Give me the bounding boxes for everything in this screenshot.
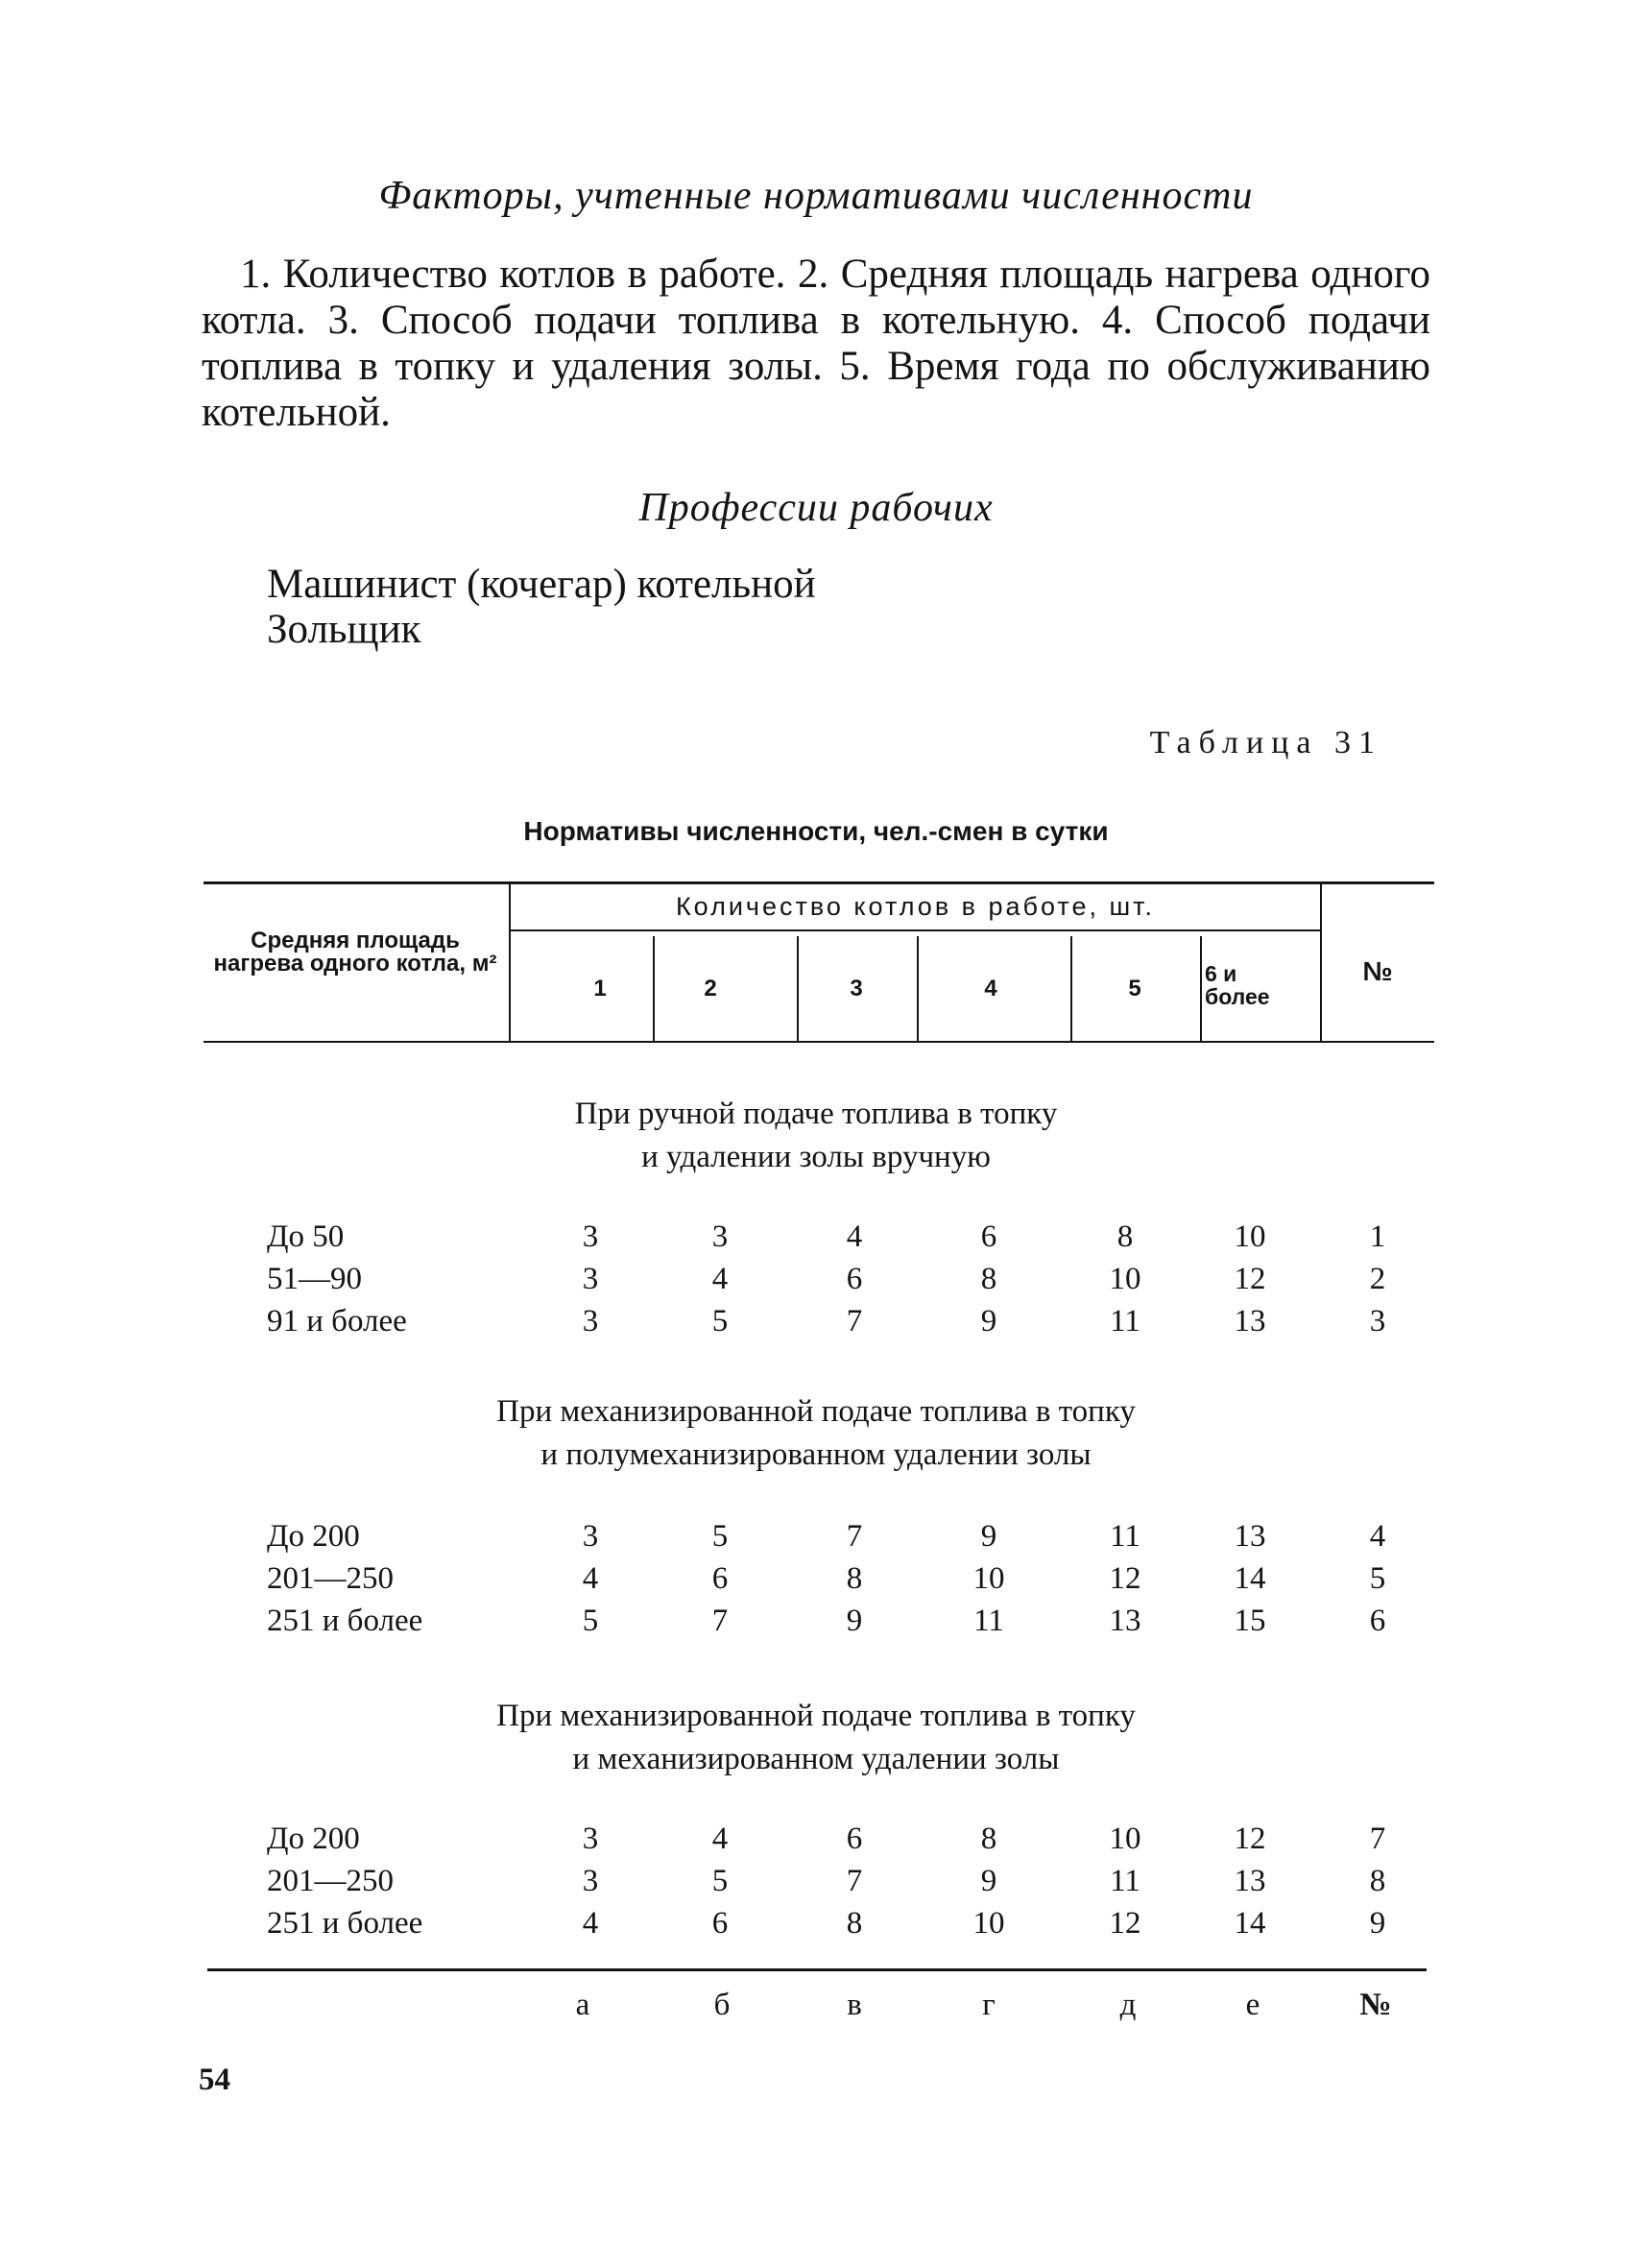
row-value: 3 <box>582 1304 599 1339</box>
row-number: 5 <box>1369 1561 1386 1596</box>
row-area: 201—250 <box>267 1561 394 1596</box>
row-value: 15 <box>1234 1604 1266 1638</box>
row-value: 3 <box>582 1519 599 1554</box>
row-value: 10 <box>972 1561 1005 1596</box>
bottom-rule <box>207 1968 1427 1971</box>
row-value: 6 <box>711 1906 729 1941</box>
row-value: 3 <box>582 1262 599 1296</box>
group-title: и механизированном удалении золы <box>572 1742 1060 1776</box>
boilers-group-header: Количество котлов в работе, шт. <box>675 892 1156 921</box>
boiler-count-header: 2 <box>704 976 717 1001</box>
row-value: 12 <box>1109 1561 1141 1596</box>
row-value: 10 <box>1109 1262 1141 1296</box>
row-value: 7 <box>711 1604 729 1638</box>
group-title: При ручной подаче топлива в топку <box>574 1097 1058 1131</box>
row-value: 8 <box>846 1906 863 1941</box>
page-number: 54 <box>199 2063 230 2097</box>
row-value: 12 <box>1234 1822 1266 1856</box>
row-value: 9 <box>980 1864 997 1898</box>
row-area: До 50 <box>267 1219 345 1254</box>
row-value: 11 <box>1110 1864 1140 1898</box>
column-letter: д <box>1119 1988 1137 2022</box>
row-value: 12 <box>1234 1262 1266 1296</box>
column-divider <box>1070 936 1072 1041</box>
column-letter: а <box>575 1988 590 2022</box>
row-value: 13 <box>1234 1304 1266 1339</box>
row-number: 6 <box>1369 1604 1386 1638</box>
factors-text: 1. Количество котлов в работе. 2. Средняя площадь нагрева одного котла. 3. Способ подачи топлива в котельную. 4. Способ подачи топлива в топку и удаления золы. 5. Время года по обслуживанию котельной. <box>202 252 1430 435</box>
row-value: 6 <box>846 1822 863 1856</box>
row-value: 6 <box>711 1561 729 1596</box>
table-label: Таблица 31 <box>1149 725 1382 760</box>
number-column-header: № <box>1362 956 1393 986</box>
row-value: 11 <box>973 1604 1004 1638</box>
row-value: 5 <box>582 1604 599 1638</box>
row-value: 5 <box>711 1864 729 1898</box>
row-value: 3 <box>582 1822 599 1856</box>
row-value: 12 <box>1109 1906 1141 1941</box>
row-value: 11 <box>1110 1519 1140 1554</box>
top-rule <box>204 881 1434 884</box>
row-value: 13 <box>1109 1604 1141 1638</box>
row-value: 14 <box>1234 1906 1266 1941</box>
row-value: 4 <box>582 1561 599 1596</box>
row-value: 9 <box>846 1604 863 1638</box>
profession-item: Машинист (кочегар) котельной <box>267 562 816 607</box>
row-value: 8 <box>980 1262 997 1296</box>
column-divider <box>797 936 799 1041</box>
column-divider <box>917 936 919 1041</box>
column-letter: в <box>847 1988 862 2022</box>
row-value: 7 <box>846 1304 863 1339</box>
column-letter: е <box>1245 1988 1260 2022</box>
row-value: 9 <box>980 1304 997 1339</box>
row-number: 7 <box>1369 1822 1386 1856</box>
boiler-count-header: 6 и более <box>1205 961 1270 1009</box>
column-divider <box>653 936 655 1041</box>
row-value: 10 <box>972 1906 1005 1941</box>
row-value: 14 <box>1234 1561 1266 1596</box>
row-value: 4 <box>582 1906 599 1941</box>
row-value: 13 <box>1234 1864 1266 1898</box>
row-number: 3 <box>1369 1304 1386 1339</box>
row-number: 2 <box>1369 1262 1386 1296</box>
row-value: 4 <box>846 1219 863 1254</box>
row-value: 7 <box>846 1519 863 1554</box>
group-title: При механизированной подаче топлива в топку <box>496 1394 1136 1429</box>
row-number: 8 <box>1369 1864 1386 1898</box>
row-value: 8 <box>980 1822 997 1856</box>
boiler-count-header: 1 <box>593 976 607 1001</box>
boiler-count-header: 5 <box>1128 976 1141 1001</box>
row-value: 5 <box>711 1519 729 1554</box>
profession-item: Зольщик <box>267 607 421 652</box>
factors-heading: Факторы, учтенные нормативами численности <box>378 174 1254 218</box>
row-value: 6 <box>980 1219 997 1254</box>
row-area: 51—90 <box>267 1262 362 1296</box>
row-value: 3 <box>582 1219 599 1254</box>
row-value: 4 <box>711 1262 729 1296</box>
row-value: 11 <box>1110 1304 1140 1339</box>
row-area: До 200 <box>267 1519 360 1554</box>
column-divider <box>1200 936 1202 1041</box>
row-value: 8 <box>846 1561 863 1596</box>
row-value: 13 <box>1234 1519 1266 1554</box>
row-value: 10 <box>1109 1822 1141 1856</box>
group-title: и полумеханизированном удалении золы <box>540 1437 1092 1472</box>
row-value: 9 <box>980 1519 997 1554</box>
header-bottom-rule <box>204 1041 1434 1043</box>
row-value: 3 <box>711 1219 729 1254</box>
row-number: 4 <box>1369 1519 1386 1554</box>
column-divider <box>1320 883 1322 1041</box>
row-value: 3 <box>582 1864 599 1898</box>
column-letter: б <box>713 1988 731 2022</box>
table-title: Нормативы численности, чел.-смен в сутки <box>523 816 1109 846</box>
professions-heading: Профессии рабочих <box>638 486 994 530</box>
group-rule <box>511 929 1320 931</box>
row-area: 91 и более <box>267 1304 407 1339</box>
row-number: 9 <box>1369 1906 1386 1941</box>
column-letter: № <box>1359 1988 1392 2022</box>
row-value: 5 <box>711 1304 729 1339</box>
row-area: 201—250 <box>267 1864 394 1898</box>
row-number: 1 <box>1369 1219 1386 1254</box>
row-value: 10 <box>1234 1219 1266 1254</box>
group-title: При механизированной подаче топлива в топку <box>496 1699 1136 1733</box>
area-column-header: Средняя площадь нагрева одного котла, м² <box>213 928 497 977</box>
row-area: 251 и более <box>267 1604 423 1638</box>
row-area: До 200 <box>267 1822 360 1856</box>
boiler-count-header: 4 <box>984 976 997 1001</box>
row-value: 8 <box>1116 1219 1134 1254</box>
group-title: и удалении золы вручную <box>641 1140 991 1174</box>
boiler-count-header: 3 <box>850 976 863 1001</box>
row-value: 4 <box>711 1822 729 1856</box>
row-area: 251 и более <box>267 1906 423 1941</box>
row-value: 7 <box>846 1864 863 1898</box>
column-letter: г <box>982 1988 996 2022</box>
row-value: 6 <box>846 1262 863 1296</box>
